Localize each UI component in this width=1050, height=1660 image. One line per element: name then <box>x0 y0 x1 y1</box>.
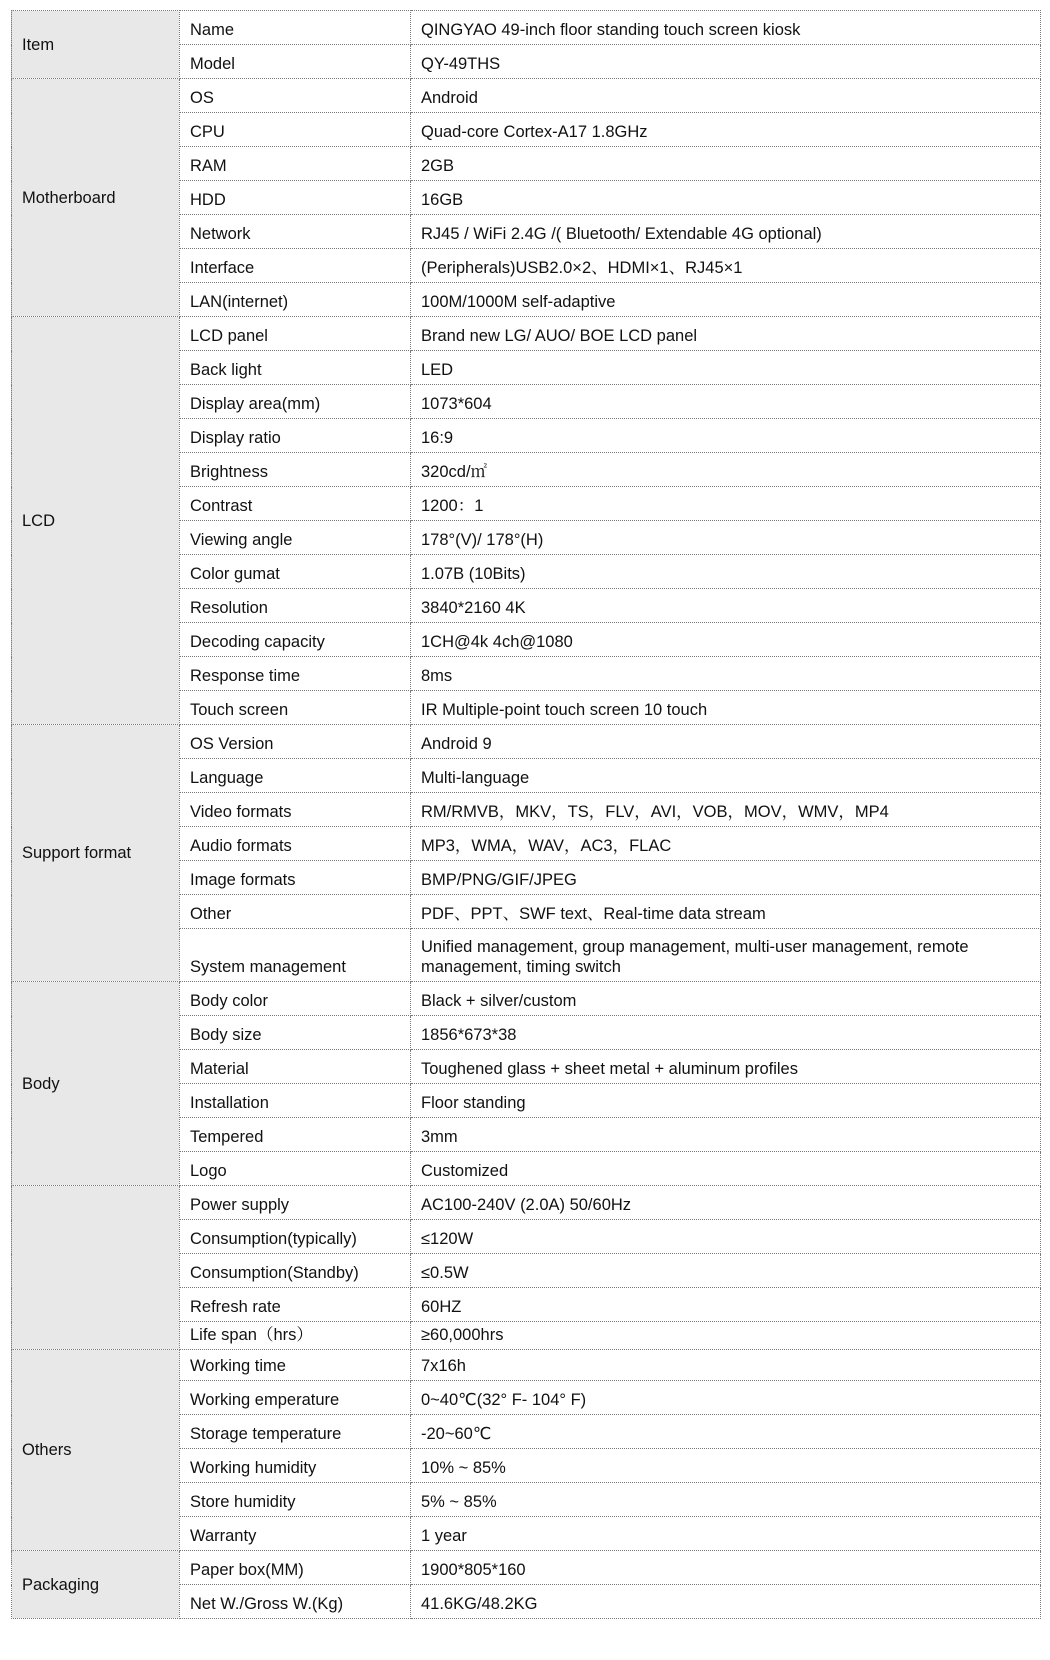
category-cell: Motherboard <box>12 79 180 317</box>
table-row <box>12 1186 1041 1220</box>
spec-label: Brightness <box>180 453 411 487</box>
spec-label: Body size <box>180 1016 411 1050</box>
spec-value: IR Multiple-point touch screen 10 touch <box>411 691 1041 725</box>
spec-value: 16GB <box>411 181 1041 215</box>
spec-value: 8ms <box>411 657 1041 691</box>
spec-label: Touch screen <box>180 691 411 725</box>
spec-label: Working emperature <box>180 1381 411 1415</box>
table-row <box>12 725 1041 759</box>
spec-label: Color gumat <box>180 555 411 589</box>
spec-value: PDF、PPT、SWF text、Real-time data stream <box>411 895 1041 929</box>
spec-label: Response time <box>180 657 411 691</box>
spec-label: Storage temperature <box>180 1415 411 1449</box>
spec-label: Contrast <box>180 487 411 521</box>
spec-value: 10% ~ 85% <box>411 1449 1041 1483</box>
spec-value: 178°(V)/ 178°(H) <box>411 521 1041 555</box>
category-cell: Packaging <box>12 1551 180 1619</box>
spec-value: AC100-240V (2.0A) 50/60Hz <box>411 1186 1041 1220</box>
spec-value: 3mm <box>411 1118 1041 1152</box>
spec-label: Working time <box>180 1350 411 1381</box>
spec-label: OS Version <box>180 725 411 759</box>
spec-value: RJ45 / WiFi 2.4G /( Bluetooth/ Extendable 4G optional) <box>411 215 1041 249</box>
spec-value: Customized <box>411 1152 1041 1186</box>
spec-value: Brand new LG/ AUO/ BOE LCD panel <box>411 317 1041 351</box>
spec-value: Quad-core Cortex-A17 1.8GHz <box>411 113 1041 147</box>
spec-label: LAN(internet) <box>180 283 411 317</box>
spec-value: Unified management, group management, multi-user management, remote management, timing switch <box>411 929 1041 982</box>
spec-label: Display ratio <box>180 419 411 453</box>
spec-value: RM/RMVB，MKV，TS，FLV，AVI，VOB，MOV，WMV，MP4 <box>411 793 1041 827</box>
spec-value: Multi-language <box>411 759 1041 793</box>
spec-label: Video formats <box>180 793 411 827</box>
spec-label: Warranty <box>180 1517 411 1551</box>
spec-value: Floor standing <box>411 1084 1041 1118</box>
spec-value: -20~60℃ <box>411 1415 1041 1449</box>
table-row <box>12 79 1041 113</box>
spec-value: QINGYAO 49-inch floor standing touch screen kiosk <box>411 11 1041 45</box>
spec-label: Audio formats <box>180 827 411 861</box>
spec-label: Consumption(Standby) <box>180 1254 411 1288</box>
spec-value: ≥60,000hrs <box>411 1322 1041 1350</box>
category-cell: LCD <box>12 317 180 725</box>
spec-value: 2GB <box>411 147 1041 181</box>
spec-value: 1856*673*38 <box>411 1016 1041 1050</box>
category-cell: Body <box>12 982 180 1186</box>
spec-value: Android 9 <box>411 725 1041 759</box>
spec-value: 5% ~ 85% <box>411 1483 1041 1517</box>
category-cell: Item <box>12 11 180 79</box>
table-row <box>12 1551 1041 1585</box>
spec-label: Paper box(MM) <box>180 1551 411 1585</box>
spec-label: Interface <box>180 249 411 283</box>
spec-sheet <box>11 10 1040 1619</box>
category-cell: Support format <box>12 725 180 982</box>
spec-value: 41.6KG/48.2KG <box>411 1585 1041 1619</box>
spec-label: Consumption(typically) <box>180 1220 411 1254</box>
spec-label: Material <box>180 1050 411 1084</box>
spec-value: MP3，WMA，WAV，AC3，FLAC <box>411 827 1041 861</box>
spec-label: Name <box>180 11 411 45</box>
spec-value: BMP/PNG/GIF/JPEG <box>411 861 1041 895</box>
spec-value: 100M/1000M self-adaptive <box>411 283 1041 317</box>
spec-label: Life span（hrs） <box>180 1322 411 1350</box>
spec-value: QY-49THS <box>411 45 1041 79</box>
table-row <box>12 11 1041 45</box>
spec-value: 1 year <box>411 1517 1041 1551</box>
spec-label: Working humidity <box>180 1449 411 1483</box>
spec-value: 1.07B (10Bits) <box>411 555 1041 589</box>
spec-label: Display area(mm) <box>180 385 411 419</box>
spec-label: Language <box>180 759 411 793</box>
spec-value: 1CH@4k 4ch@1080 <box>411 623 1041 657</box>
spec-table <box>11 10 1041 1619</box>
category-cell <box>12 1186 180 1350</box>
spec-value: (Peripherals)USB2.0×2、HDMI×1、RJ45×1 <box>411 249 1041 283</box>
spec-label: Decoding capacity <box>180 623 411 657</box>
spec-value: LED <box>411 351 1041 385</box>
table-row <box>12 317 1041 351</box>
spec-value: 60HZ <box>411 1288 1041 1322</box>
spec-value: Toughened glass + sheet metal + aluminum profiles <box>411 1050 1041 1084</box>
spec-label: Store humidity <box>180 1483 411 1517</box>
spec-value: 320cd/㎡ <box>411 453 1041 487</box>
spec-label: Power supply <box>180 1186 411 1220</box>
category-cell: Others <box>12 1350 180 1551</box>
spec-table-body <box>12 11 1041 1619</box>
spec-label: Refresh rate <box>180 1288 411 1322</box>
spec-value: 3840*2160 4K <box>411 589 1041 623</box>
spec-label: Other <box>180 895 411 929</box>
spec-label: Tempered <box>180 1118 411 1152</box>
spec-value: Black + silver/custom <box>411 982 1041 1016</box>
spec-value: ≤0.5W <box>411 1254 1041 1288</box>
spec-value: ≤120W <box>411 1220 1041 1254</box>
spec-label: System management <box>180 929 411 982</box>
table-row <box>12 982 1041 1016</box>
spec-label: HDD <box>180 181 411 215</box>
table-row <box>12 1350 1041 1381</box>
spec-label: CPU <box>180 113 411 147</box>
spec-label: Back light <box>180 351 411 385</box>
spec-label: Image formats <box>180 861 411 895</box>
spec-label: OS <box>180 79 411 113</box>
spec-label: Body color <box>180 982 411 1016</box>
spec-label: RAM <box>180 147 411 181</box>
spec-label: Installation <box>180 1084 411 1118</box>
spec-label: Viewing angle <box>180 521 411 555</box>
spec-label: Net W./Gross W.(Kg) <box>180 1585 411 1619</box>
spec-label: Logo <box>180 1152 411 1186</box>
spec-value: 0~40℃(32° F- 104° F) <box>411 1381 1041 1415</box>
spec-label: Model <box>180 45 411 79</box>
spec-label: Network <box>180 215 411 249</box>
spec-value: 1200：1 <box>411 487 1041 521</box>
spec-label: Resolution <box>180 589 411 623</box>
spec-value: 1900*805*160 <box>411 1551 1041 1585</box>
spec-value: 1073*604 <box>411 385 1041 419</box>
spec-value: 16:9 <box>411 419 1041 453</box>
spec-value: Android <box>411 79 1041 113</box>
spec-value: 7x16h <box>411 1350 1041 1381</box>
spec-label: LCD panel <box>180 317 411 351</box>
